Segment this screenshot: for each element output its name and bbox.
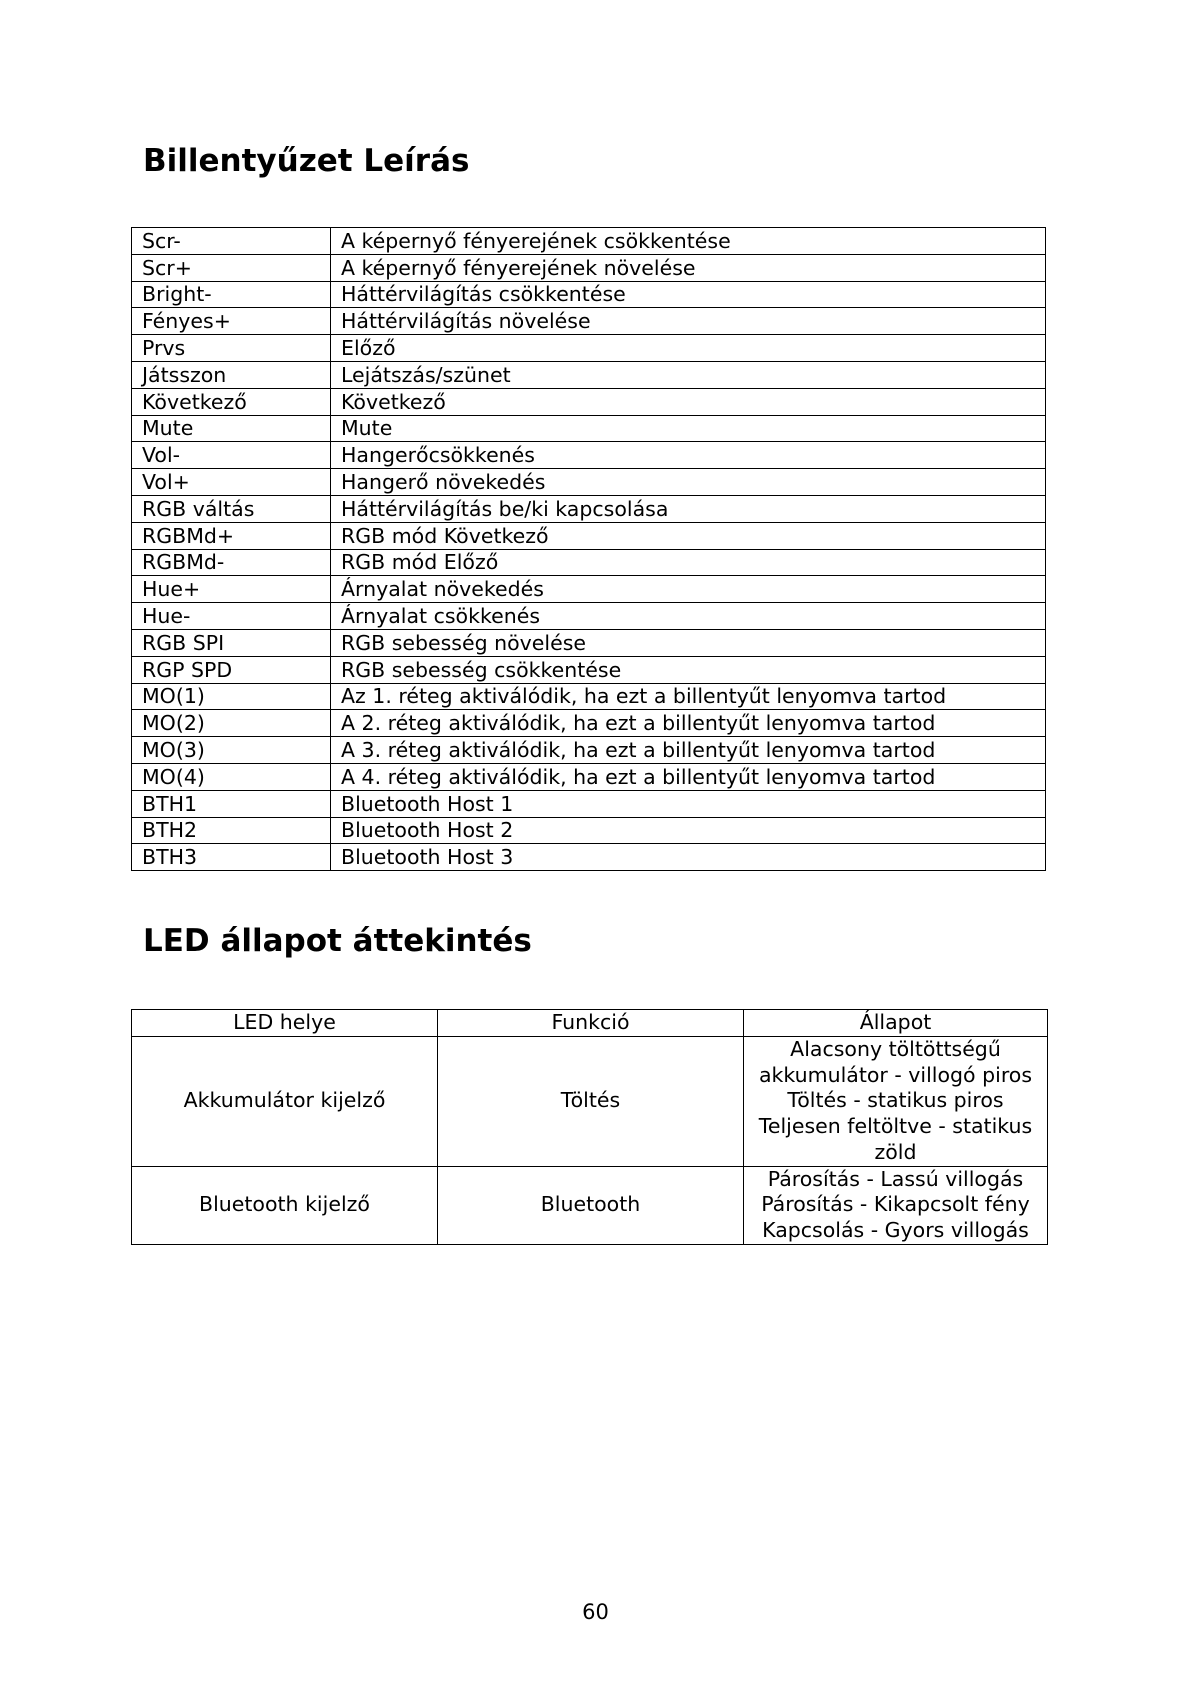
table-row (132, 629, 1046, 656)
table-row (132, 281, 1046, 308)
table-row (132, 415, 1046, 442)
led-state-line: zöld (874, 1139, 917, 1164)
led-state-cell (744, 1166, 1048, 1244)
table-row (132, 763, 1046, 790)
key-name-cell: BTH2 (132, 817, 331, 844)
table-row (132, 790, 1046, 817)
key-description-cell: Bluetooth Host 3 (331, 844, 1046, 871)
table-row (132, 656, 1046, 683)
key-name-cell: Bright- (132, 281, 331, 308)
header-function: Funkció (438, 1010, 744, 1037)
table-row (132, 388, 1046, 415)
key-description-cell: A képernyő fényerejének növelése (331, 254, 1046, 281)
led-location-cell: Akkumulátor kijelző (132, 1037, 438, 1167)
led-function-cell: Bluetooth (438, 1166, 744, 1244)
key-name-cell: MO(4) (132, 763, 331, 790)
key-description-cell: RGB mód Előző (331, 549, 1046, 576)
led-state-line: Alacsony töltöttségű (790, 1037, 1001, 1061)
key-name-cell: RGP SPD (132, 656, 331, 683)
led-state-line: Töltés - statikus piros (787, 1088, 1004, 1113)
led-state-cell (744, 1037, 1048, 1167)
key-name-cell: Mute (132, 415, 331, 442)
led-state-line: Párosítás - Kikapcsolt fény (761, 1192, 1030, 1217)
key-name-cell: RGBMd+ (132, 522, 331, 549)
key-name-cell: Hue+ (132, 576, 331, 603)
led-state-line: Párosítás - Lassú villogás (767, 1166, 1024, 1191)
key-description-cell: Hangerő növekedés (331, 469, 1046, 496)
table-row (132, 442, 1046, 469)
page-number: 60 (582, 1600, 609, 1624)
key-description-cell: Háttérvilágítás növelése (331, 308, 1046, 335)
key-description-cell: A 2. réteg aktiválódik, ha ezt a billentyűt lenyomva tartod (331, 710, 1046, 737)
table-row (132, 1166, 1048, 1244)
key-name-cell: RGBMd- (132, 549, 331, 576)
table-row (132, 683, 1046, 710)
key-description-cell: Mute (331, 415, 1046, 442)
key-name-cell: Scr+ (132, 254, 331, 281)
key-name-cell: BTH3 (132, 844, 331, 871)
key-name-cell: Vol- (132, 442, 331, 469)
table-row (132, 469, 1046, 496)
key-description-cell: Bluetooth Host 1 (331, 790, 1046, 817)
table-row (132, 576, 1046, 603)
key-description-cell: Előző (331, 335, 1046, 362)
key-description-cell: Háttérvilágítás csökkentése (331, 281, 1046, 308)
table-row (132, 737, 1046, 764)
key-description-cell: Következő (331, 388, 1046, 415)
key-description-cell: RGB sebesség csökkentése (331, 656, 1046, 683)
table-row (132, 1037, 1048, 1167)
key-name-cell: RGB váltás (132, 495, 331, 522)
key-name-cell: Hue- (132, 603, 331, 630)
key-description-cell: Lejátszás/szünet (331, 361, 1046, 388)
table-row (132, 228, 1046, 255)
table-row (132, 603, 1046, 630)
table-row (132, 335, 1046, 362)
key-description-cell: Árnyalat csökkenés (331, 603, 1046, 630)
led-location-cell: Bluetooth kijelző (132, 1166, 438, 1244)
led-status-table (131, 1009, 1048, 1245)
key-name-cell: Prvs (132, 335, 331, 362)
key-description-cell: Az 1. réteg aktiválódik, ha ezt a billentyűt lenyomva tartod (331, 683, 1046, 710)
table-row (132, 549, 1046, 576)
key-name-cell: Vol+ (132, 469, 331, 496)
key-description-cell: A 3. réteg aktiválódik, ha ezt a billentyűt lenyomva tartod (331, 737, 1046, 764)
key-description-table (131, 227, 1046, 871)
led-status-heading: LED állapot áttekintés (143, 923, 532, 959)
key-name-cell: MO(2) (132, 710, 331, 737)
key-description-cell: Hangerőcsökkenés (331, 442, 1046, 469)
key-description-cell: RGB sebesség növelése (331, 629, 1046, 656)
led-state-line: Teljesen feltöltve - statikus (758, 1114, 1033, 1139)
table-row (132, 817, 1046, 844)
key-description-cell: Háttérvilágítás be/ki kapcsolása (331, 495, 1046, 522)
table-row (132, 361, 1046, 388)
key-description-cell: RGB mód Következő (331, 522, 1046, 549)
key-description-cell: Árnyalat növekedés (331, 576, 1046, 603)
key-name-cell: MO(1) (132, 683, 331, 710)
key-name-cell: RGB SPI (132, 629, 331, 656)
key-description-cell: A képernyő fényerejének csökkentése (331, 228, 1046, 255)
table-row (132, 710, 1046, 737)
led-state-line: akkumulátor - villogó piros (758, 1062, 1033, 1087)
header-state: Állapot (744, 1010, 1048, 1037)
led-table-header-row (132, 1010, 1048, 1037)
key-description-cell: A 4. réteg aktiválódik, ha ezt a billentyűt lenyomva tartod (331, 763, 1046, 790)
led-state-line: Kapcsolás - Gyors villogás (762, 1217, 1029, 1242)
key-name-cell: Játsszon (132, 361, 331, 388)
table-row (132, 495, 1046, 522)
key-name-cell: MO(3) (132, 737, 331, 764)
table-row (132, 254, 1046, 281)
table-row (132, 522, 1046, 549)
key-description-cell: Bluetooth Host 2 (331, 817, 1046, 844)
key-name-cell: Scr- (132, 228, 331, 255)
key-name-cell: BTH1 (132, 790, 331, 817)
table-row (132, 844, 1046, 871)
led-function-cell: Töltés (438, 1037, 744, 1167)
key-name-cell: Következő (132, 388, 331, 415)
header-led-location: LED helye (132, 1010, 438, 1037)
key-name-cell: Fényes+ (132, 308, 331, 335)
keyboard-description-heading: Billentyűzet Leírás (143, 143, 470, 179)
table-row (132, 308, 1046, 335)
